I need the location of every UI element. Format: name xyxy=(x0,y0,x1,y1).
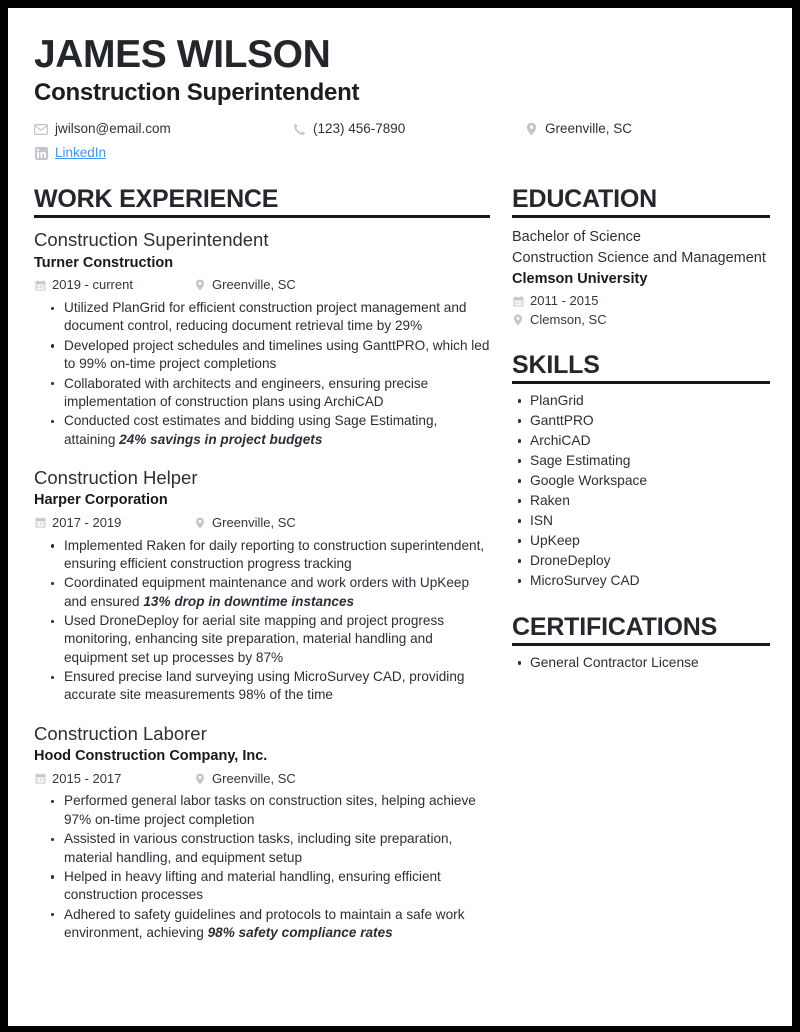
education-school: Clemson University xyxy=(512,270,648,287)
experience-bullet: Utilized PlanGrid for efficient construction project management and document control, reducing document retrieval time by 29% xyxy=(64,299,490,336)
experience-bullet: Collaborated with architects and engineers, ensuring precise implementation of construction plans using ArchiCAD xyxy=(64,375,490,412)
experience-dates xyxy=(34,515,194,532)
linkedin-icon xyxy=(34,146,48,161)
skill-item: PlanGrid xyxy=(530,391,770,411)
map-pin-icon xyxy=(194,772,206,786)
section-certifications xyxy=(512,613,770,673)
experience-company: Harper Corporation xyxy=(34,492,168,509)
experience-meta xyxy=(34,515,490,532)
experience-bullets xyxy=(34,537,490,705)
education-location-text: Clemson, SC xyxy=(530,312,607,328)
resume-page xyxy=(8,8,792,1026)
experience-location xyxy=(194,277,296,294)
section-divider xyxy=(512,215,770,218)
section-title-work-experience: WORK EXPERIENCE xyxy=(34,185,279,214)
education-degree xyxy=(512,227,770,268)
experience-location-text: Greenville, SC xyxy=(212,770,296,786)
skill-item: GanttPRO xyxy=(530,411,770,431)
contact-email[interactable] xyxy=(34,121,292,138)
experience-meta xyxy=(34,771,490,788)
experience-role: Construction Helper xyxy=(34,466,198,488)
contact-location-text: Greenville, SC xyxy=(545,120,633,136)
envelope-icon xyxy=(34,122,48,137)
skill-item: Google Workspace xyxy=(530,471,770,491)
phone-icon xyxy=(292,122,306,137)
experience-role: Construction Laborer xyxy=(34,722,207,744)
map-pin-icon xyxy=(194,516,206,530)
certification-item: General Contractor License xyxy=(530,653,770,673)
experience-location xyxy=(194,771,296,788)
experience-bullet: Adhered to safety guidelines and protocols to maintain a safe work environment, achieving 98% safety compliance rates xyxy=(64,906,490,943)
experience-company: Hood Construction Company, Inc. xyxy=(34,748,268,765)
experience-location xyxy=(194,515,296,532)
contact-info xyxy=(34,121,766,162)
experience-bullet: Coordinated equipment maintenance and work orders with UpKeep and ensured 13% drop in downtime instances xyxy=(64,574,490,611)
section-work-experience xyxy=(34,185,490,942)
experience-entry xyxy=(34,722,490,943)
experience-dates-text: 2019 - current xyxy=(52,277,133,293)
calendar-icon xyxy=(512,294,524,308)
resume-header xyxy=(8,8,792,161)
experience-entry xyxy=(34,228,490,449)
section-divider xyxy=(34,215,490,218)
contact-email-text: jwilson@email.com xyxy=(55,120,171,136)
experience-bullets xyxy=(34,299,490,449)
section-title-skills: SKILLS xyxy=(512,351,600,380)
section-divider xyxy=(512,643,770,646)
skill-item: ISN xyxy=(530,511,770,531)
experience-dates-text: 2017 - 2019 xyxy=(52,514,122,530)
skill-item: UpKeep xyxy=(530,531,770,551)
map-pin-icon xyxy=(512,313,524,327)
experience-bullet: Performed general labor tasks on construction sites, helping achieve 97% on-time project completion xyxy=(64,792,490,829)
section-title-certifications: CERTIFICATIONS xyxy=(512,613,718,642)
highlight-metric: 24% savings in project budgets xyxy=(119,431,323,447)
calendar-icon xyxy=(34,278,46,292)
right-column xyxy=(512,185,770,673)
experience-location-text: Greenville, SC xyxy=(212,277,296,293)
experience-bullet: Used DroneDeploy for aerial site mapping and project progress monitoring, enhancing site preparation, material handling and equipment set up processes by 87% xyxy=(64,612,490,667)
map-pin-icon xyxy=(194,278,206,292)
skill-item: MicroSurvey CAD xyxy=(530,571,770,591)
contact-location xyxy=(524,121,766,138)
experience-company: Turner Construction xyxy=(34,254,174,271)
skill-item: ArchiCAD xyxy=(530,431,770,451)
experience-bullet: Assisted in various construction tasks, including site preparation, material handling, and equipment setup xyxy=(64,830,490,867)
experience-bullet: Ensured precise land surveying using MicroSurvey CAD, providing accurate site measurements 98% of the time xyxy=(64,668,490,705)
highlight-metric: 98% safety compliance rates xyxy=(207,924,393,940)
experience-dates xyxy=(34,771,194,788)
experience-bullet: Helped in heavy lifting and material handling, ensuring efficient construction processes xyxy=(64,868,490,905)
contact-linkedin[interactable] xyxy=(34,145,292,162)
experience-bullet: Conducted cost estimates and bidding using Sage Estimating, attaining 24% savings in project budgets xyxy=(64,412,490,449)
experience-meta xyxy=(34,277,490,294)
resume-body xyxy=(8,185,792,943)
linkedin-link[interactable]: LinkedIn xyxy=(55,144,107,160)
highlight-metric: 13% drop in downtime instances xyxy=(143,593,355,609)
left-column xyxy=(34,185,490,943)
calendar-icon xyxy=(34,772,46,786)
headline-job-title: Construction Superintendent xyxy=(34,79,360,107)
contact-phone-text: (123) 456-7890 xyxy=(313,120,406,136)
experience-dates-text: 2015 - 2017 xyxy=(52,770,122,786)
skill-item: DroneDeploy xyxy=(530,551,770,571)
education-degree-line-1: Bachelor of Science xyxy=(512,229,641,246)
section-skills xyxy=(512,351,770,591)
section-title-education: EDUCATION xyxy=(512,185,657,214)
calendar-icon xyxy=(34,516,46,530)
skill-item: Sage Estimating xyxy=(530,451,770,471)
experience-entry xyxy=(34,466,490,705)
experience-location-text: Greenville, SC xyxy=(212,514,296,530)
skills-list xyxy=(512,391,770,591)
certifications-list xyxy=(512,653,770,673)
map-pin-icon xyxy=(524,122,538,137)
education-dates xyxy=(512,293,770,310)
education-meta xyxy=(512,293,770,329)
experience-role: Construction Superintendent xyxy=(34,229,269,251)
experience-bullet: Implemented Raken for daily reporting to construction superintendent, ensuring efficient construction progress tracking xyxy=(64,537,490,574)
contact-phone[interactable] xyxy=(292,121,524,138)
education-degree-line-2: Construction Science and Management xyxy=(512,250,766,267)
page-title: JAMES WILSON xyxy=(34,33,331,76)
experience-bullet: Developed project schedules and timelines using GanttPRO, which led to 99% on-time project completions xyxy=(64,337,490,374)
education-location xyxy=(512,312,770,329)
section-divider xyxy=(512,381,770,384)
education-dates-text: 2011 - 2015 xyxy=(530,293,599,309)
skill-item: Raken xyxy=(530,491,770,511)
section-education xyxy=(512,185,770,329)
experience-bullets xyxy=(34,792,490,942)
experience-list xyxy=(34,228,490,942)
experience-dates xyxy=(34,277,194,294)
